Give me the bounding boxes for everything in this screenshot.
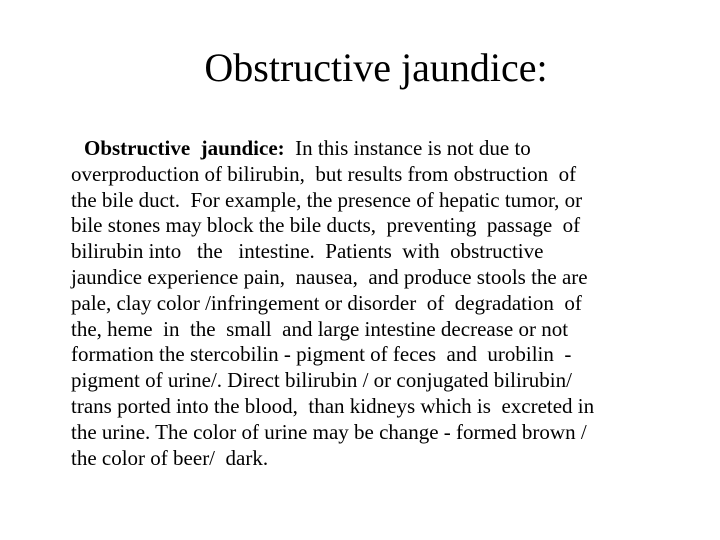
slide-title: Obstructive jaundice: xyxy=(204,45,548,90)
body-line-3: the bile duct. For example, the presence of hepatic tumor, or xyxy=(71,187,583,212)
slide-body-text xyxy=(71,136,676,471)
body-line-13: the color of beer/ dark. xyxy=(71,445,269,470)
body-line-7: pale, clay color /infringement or disorder of degradation of xyxy=(71,290,582,315)
body-line-1 xyxy=(71,136,676,162)
body-line-8: the, heme in the small and large intestine decrease or not xyxy=(71,316,569,341)
body-line-1-text: In this instance is not due to xyxy=(284,136,531,160)
body-line-12: the urine. The color of urine may be change - formed brown / xyxy=(71,419,587,444)
body-line-10: pigment of urine/. Direct bilirubin / or conjugated bilirubin/ xyxy=(71,368,572,393)
body-line-4: bile stones may block the bile ducts, preventing passage of xyxy=(71,213,581,238)
lead-term: Obstructive jaundice: xyxy=(84,136,285,160)
body-line-9: formation the stercobilin - pigment of feces and urobilin - xyxy=(71,342,572,367)
body-line-11: trans ported into the blood, than kidneys which is excreted in xyxy=(71,393,595,418)
body-line-6: jaundice experience pain, nausea, and produce stools the are xyxy=(71,264,588,289)
body-line-2: overproduction of bilirubin, but results from obstruction of xyxy=(71,161,577,186)
body-line-5: bilirubin into the intestine. Patients with obstructive xyxy=(71,239,544,264)
